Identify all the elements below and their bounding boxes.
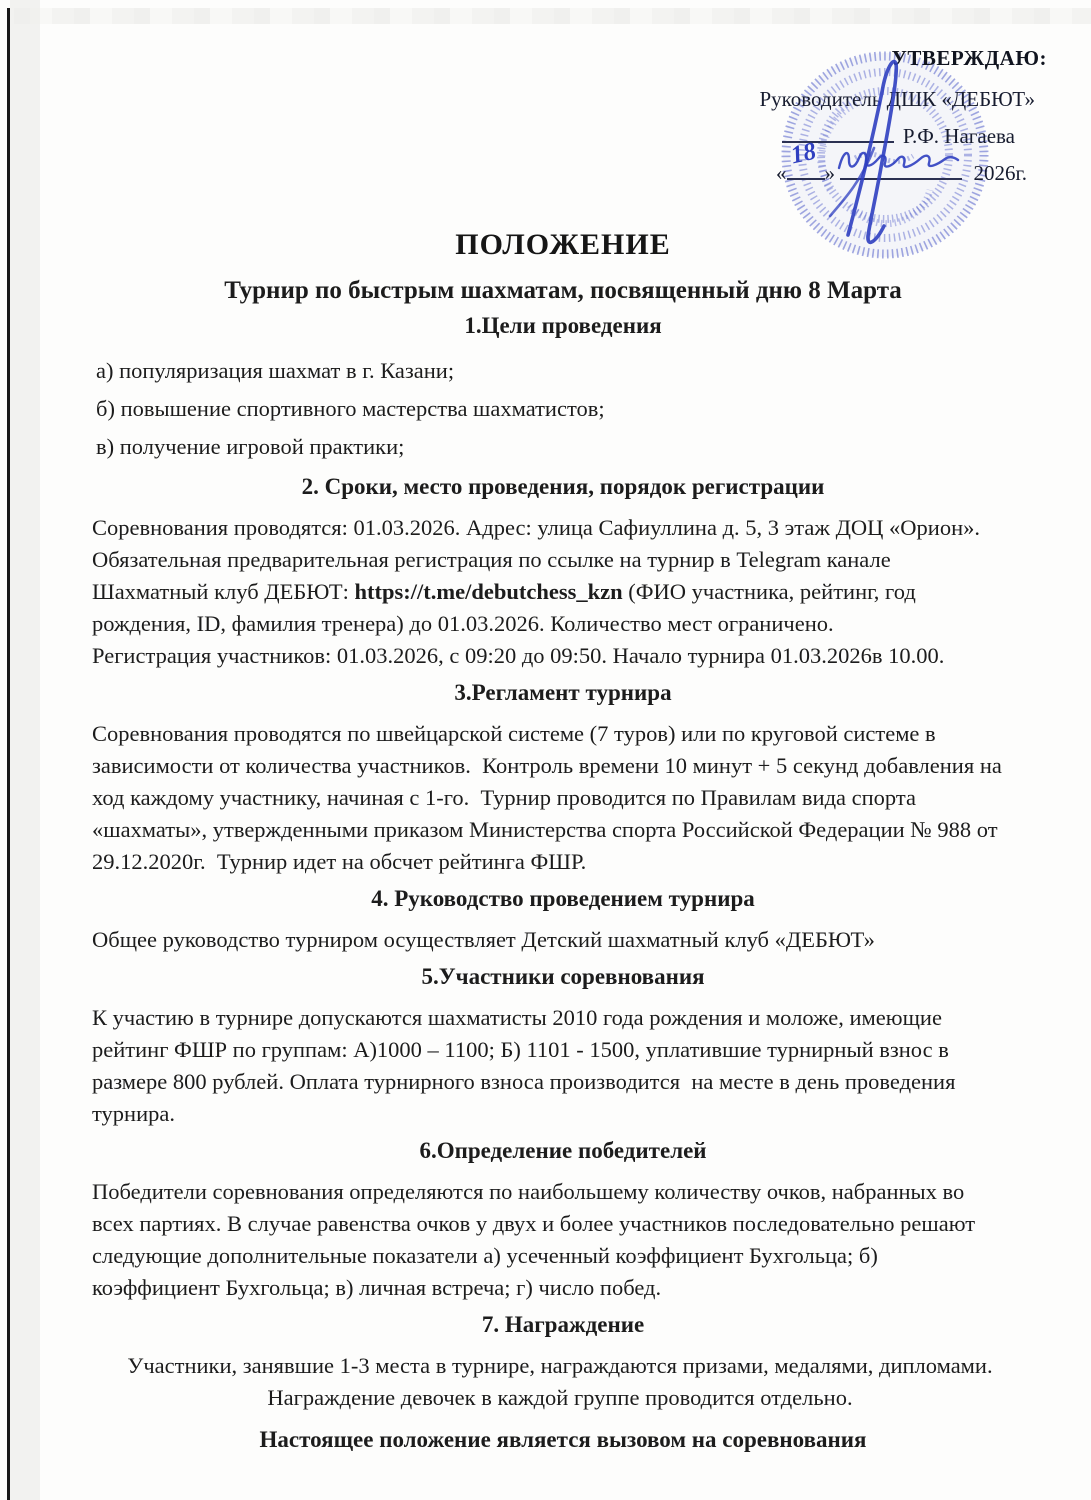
approver-name: Р.Ф. Нагаева	[902, 124, 1015, 148]
registration-paragraph: Регистрация участников: 01.03.2026, с 09:20 до 09:50. Начало турнира 01.03.2026в 10.00.	[92, 643, 945, 668]
approver-role: Руководитель ДШК «ДЕБЮТ»	[759, 87, 1035, 111]
date-year: 2026г.	[973, 161, 1027, 185]
handwritten-day: 18	[787, 137, 818, 170]
section-4-paragraph: Общее руководство турниром осуществляет Детский шахматный клуб «ДЕБЮТ»	[92, 927, 875, 952]
document-body	[92, 228, 1008, 1456]
section-3-paragraph: Соревнования проводятся по швейцарской системе (7 туров) или по круговой системе в зависимости от количества участников. Контроль времени 10 минут + 5 секунд добавления на ход каждому участнику, начиная с 1-го. Турнир проводится по Правилам вида спорта «шахматы», утвержденными приказом Министерства спорта Российской Федерации № 988 от 29.12.2020г. Турнир идет на обсчет рейтинга ФШР.	[92, 721, 1008, 874]
schedule-text-before-link: Соревнования проводятся: 01.03.2026. Адрес: улица Сафиуллина д. 5, 3 этаж ДОЦ «Орион». Обязательная предварительная регистрация по ссылке на турнир в Telegram канале Шахматный клуб ДЕБЮТ:	[92, 515, 986, 604]
section-2-paragraph	[92, 512, 1008, 640]
scan-edge-shadow	[10, 0, 40, 1500]
document-subtitle: Турнир по быстрым шахматам, посвященный дню 8 Марта	[224, 277, 902, 304]
section-1-heading: 1.Цели проведения	[464, 313, 662, 338]
handwritten-signature-icon	[770, 30, 960, 260]
date-open-quote: «	[776, 161, 787, 185]
goal-item-b: б) повышение спортивного мастерства шахматистов;	[96, 396, 605, 421]
awards-line-1: Участники, занявшие 1-3 места в турнире, награждаются призами, медалями, дипломами.	[127, 1353, 993, 1378]
approve-label: УТВЕРЖДАЮ:	[891, 46, 1047, 70]
section-6-heading: 6.Определение победителей	[419, 1138, 707, 1163]
section-7-heading: 7. Награждение	[481, 1312, 645, 1337]
scan-noise-band	[14, 8, 1091, 24]
section-4-heading: 4. Руководство проведением турнира	[371, 886, 755, 911]
awards-line-2: Награждение девочек в каждой группе проводится отдельно.	[267, 1385, 853, 1410]
date-close-quote: »	[824, 161, 835, 185]
section-3-heading: 3.Регламент турнира	[454, 680, 672, 705]
goals-list	[92, 352, 1008, 466]
goal-item-c: в) получение игровой практики;	[96, 434, 405, 459]
goal-item-a: а) популяризация шахмат в г. Казани;	[96, 358, 455, 383]
section-6-paragraph: Победители соревнования определяются по наибольшему количеству очков, набранных во всех партиях. В случае равенства очков у двух и более участников последовательно решают следующие дополнительные показатели а) усеченный коэффициент Бухгольца; б) коэффициент Бухгольца; в) личная встреча; г) число побед.	[92, 1179, 981, 1300]
document-footer-statement: Настоящее положение является вызовом на соревнования	[259, 1427, 867, 1452]
section-5-heading: 5.Участники соревнования	[421, 964, 705, 989]
document-title: ПОЛОЖЕНИЕ	[455, 228, 671, 261]
section-2-heading: 2. Сроки, место проведения, порядок регистрации	[301, 474, 825, 499]
scan-edge-line	[7, 8, 10, 1500]
section-5-paragraph: К участию в турнире допускаются шахматисты 2010 года рождения и моложе, имеющие рейтинг ФШР по группам: А)1000 – 1100; Б) 1101 - 1500, уплатившие турнирный взнос в размере 800 рублей. Оплата турнирного взноса производится на месте в день проведения турнира.	[92, 1005, 962, 1126]
telegram-link: https://t.me/debutchess_kzn	[354, 579, 623, 604]
schedule-text-after-link: (ФИО участника, рейтинг, год рождения, ID, фамилия тренера) до 01.03.2026. Количество мест ограничено.	[92, 579, 922, 636]
